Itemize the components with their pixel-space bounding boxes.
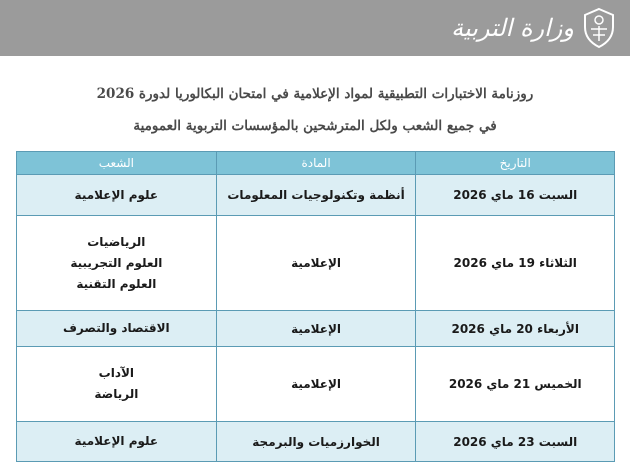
- branch-name: العلوم التجريبية: [70, 255, 163, 270]
- header-subject: المادة: [216, 152, 416, 175]
- row-subject: الإعلامية: [216, 216, 416, 311]
- branch-name: الاقتصاد والتصرف: [62, 321, 170, 335]
- table-row: [17, 422, 615, 462]
- row-branches: [17, 347, 217, 422]
- table-header-row: [17, 152, 615, 175]
- row-subject: أنظمة وتكنولوجيات المعلومات: [216, 175, 416, 216]
- row-date: الثلاثاء 19 ماي 2026: [416, 216, 615, 311]
- header-banner: [0, 0, 630, 56]
- row-subject: الإعلامية: [216, 347, 416, 422]
- row-branches: [17, 216, 217, 311]
- branch-name: الآداب: [98, 366, 135, 380]
- row-date: الخميس 21 ماي 2026: [416, 347, 615, 422]
- branch-name: العلوم التقنية: [76, 276, 157, 291]
- table-row: [17, 216, 615, 311]
- row-subject: الخوارزميات والبرمجة: [216, 422, 416, 462]
- row-branches: [17, 175, 217, 216]
- schedule-table: [16, 151, 615, 462]
- table-row: [17, 311, 615, 347]
- row-branches: [17, 311, 217, 347]
- document-subtitle: في جميع الشعب ولكل المترشحين بالمؤسسات التربوية العمومية: [133, 118, 497, 134]
- row-branches: [17, 422, 217, 462]
- row-subject: الإعلامية: [216, 311, 416, 347]
- branch-name: علوم الإعلامية: [74, 434, 159, 448]
- branch-name: الرياضيات: [87, 234, 146, 249]
- branch-name: علوم الإعلامية: [74, 187, 159, 202]
- header-branch: الشعب: [17, 152, 217, 175]
- row-date: السبت 16 ماي 2026: [416, 175, 615, 216]
- row-date: الأربعاء 20 ماي 2026: [416, 311, 615, 347]
- tunisia-emblem-icon: [582, 7, 616, 49]
- table-row: [17, 347, 615, 422]
- table-row: [17, 175, 615, 216]
- row-date: السبت 23 ماي 2026: [416, 422, 615, 462]
- ministry-logo: [451, 6, 616, 50]
- ministry-name: وزارة التربية: [451, 14, 574, 42]
- header-date: التاريخ: [416, 152, 615, 175]
- branch-name: الرياضة: [94, 387, 139, 401]
- document-title: روزنامة الاختبارات التطبيقية لمواد الإعلامية في امتحان البكالوريا لدورة 2026: [96, 86, 534, 102]
